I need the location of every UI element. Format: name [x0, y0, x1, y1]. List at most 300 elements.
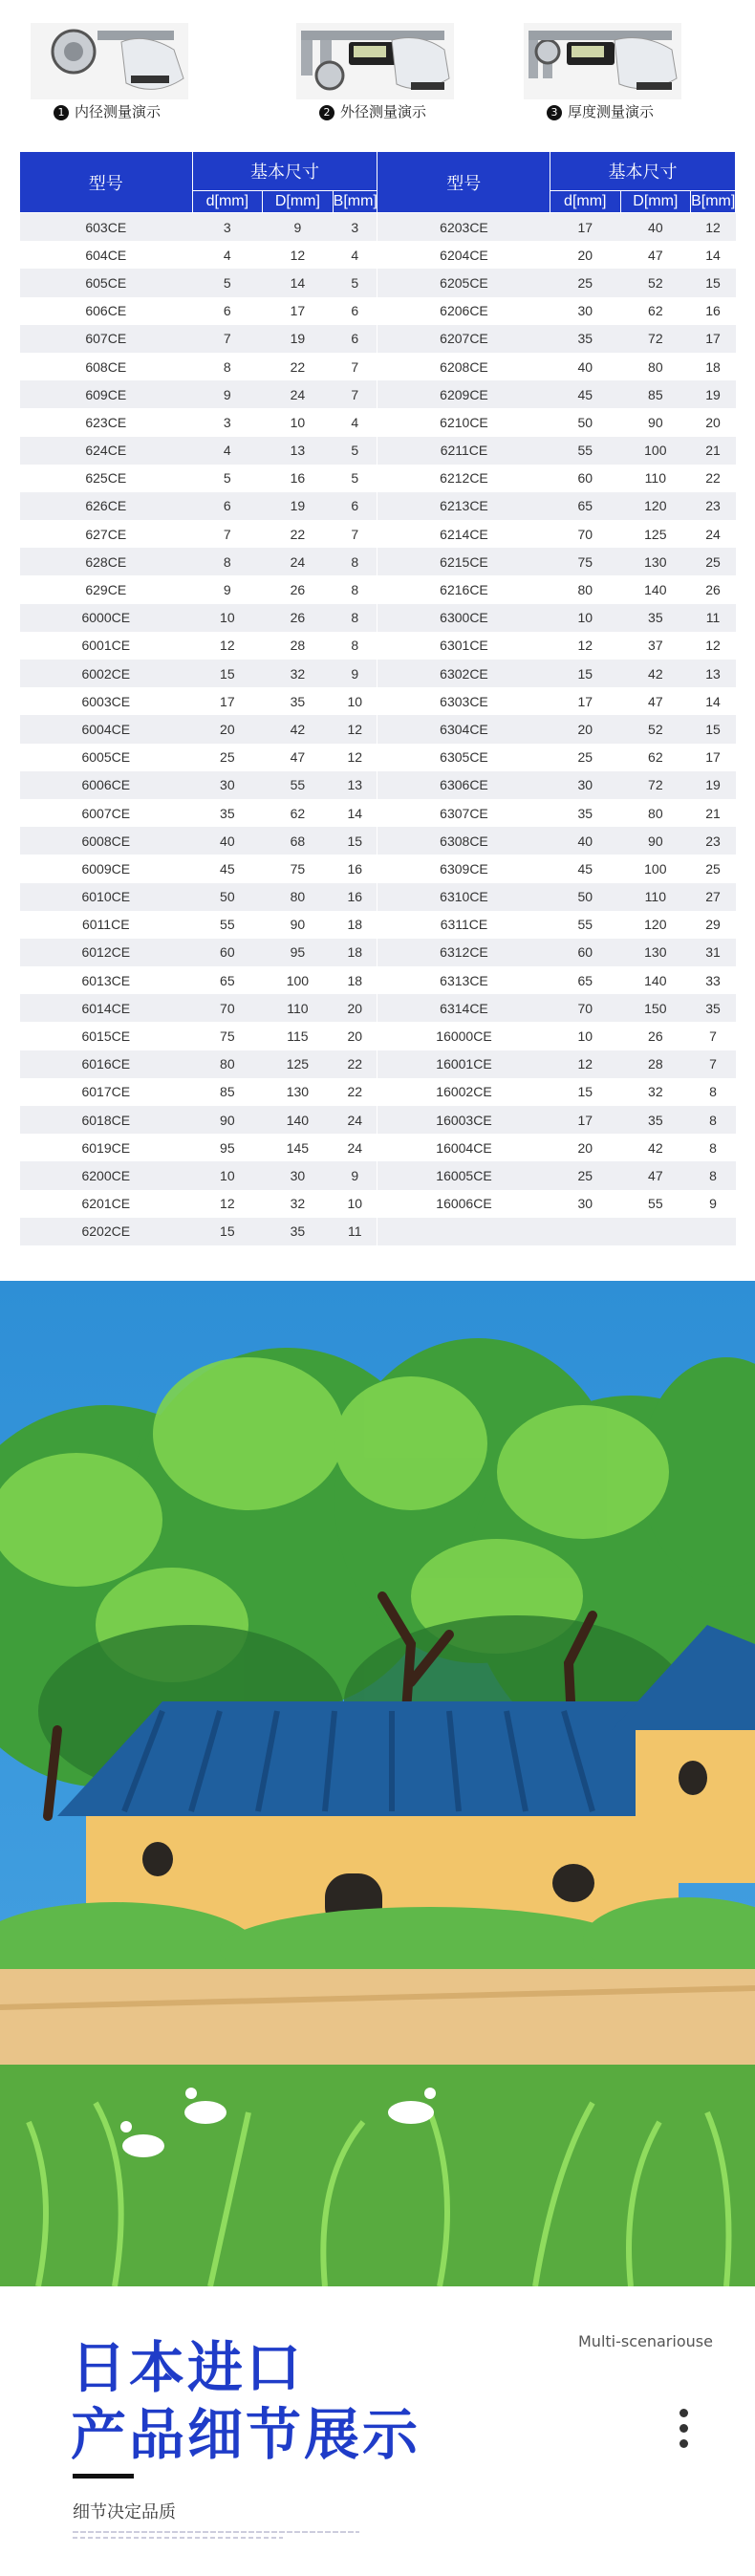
model-cell	[378, 1218, 550, 1245]
size-cell: 47	[263, 744, 334, 771]
model-cell: 6305CE	[378, 744, 550, 771]
size-cell: 25	[691, 548, 736, 575]
size-cell: 55	[550, 437, 621, 465]
model-column-header: 型号	[378, 152, 550, 213]
size-cell: 20	[550, 241, 621, 269]
size-cell: 47	[620, 1161, 691, 1189]
size-cell: 7	[192, 520, 263, 548]
size-cell: 65	[550, 966, 621, 994]
size-cell: 22	[691, 465, 736, 492]
table-row	[20, 771, 736, 799]
size-cell: 55	[192, 911, 263, 939]
size-cell: 15	[192, 1218, 263, 1245]
table-body	[20, 213, 736, 1245]
model-cell: 623CE	[20, 408, 193, 436]
size-cell: 30	[550, 1190, 621, 1218]
size-cell: 14	[691, 241, 736, 269]
size-cell: 47	[620, 687, 691, 715]
size-cell: 12	[691, 213, 736, 242]
table-row	[20, 1050, 736, 1078]
size-cell: 80	[263, 883, 334, 911]
model-cell: 6016CE	[20, 1050, 193, 1078]
size-cell: 95	[192, 1134, 263, 1161]
model-cell: 6301CE	[378, 632, 550, 660]
size-cell: 13	[333, 771, 378, 799]
size-cell: 20	[333, 1022, 378, 1050]
demo-thickness	[505, 13, 696, 133]
size-cell: 27	[691, 883, 736, 911]
size-cell: 16	[691, 297, 736, 325]
model-cell: 16006CE	[378, 1190, 550, 1218]
size-cell: 60	[192, 939, 263, 966]
size-cell: 30	[550, 297, 621, 325]
size-cell: 17	[263, 297, 334, 325]
table-row	[20, 799, 736, 827]
size-cell: 60	[550, 939, 621, 966]
section-subtitle: 细节决定品质	[73, 2502, 176, 2522]
table-row	[20, 1134, 736, 1161]
model-cell: 6211CE	[378, 437, 550, 465]
model-cell: 6300CE	[378, 604, 550, 632]
size-cell	[620, 1218, 691, 1245]
table-row	[20, 213, 736, 242]
size-cell: 18	[691, 353, 736, 380]
table-row	[20, 744, 736, 771]
model-cell: 6311CE	[378, 911, 550, 939]
size-cell: 11	[691, 604, 736, 632]
size-cell: 130	[620, 939, 691, 966]
size-cell: 19	[691, 380, 736, 408]
size-cell: 42	[620, 660, 691, 687]
size-cell: 6	[333, 297, 378, 325]
size-cell: 8	[192, 353, 263, 380]
size-cell: 42	[620, 1134, 691, 1161]
size-cell: 4	[192, 241, 263, 269]
model-cell: 6000CE	[20, 604, 193, 632]
table-row	[20, 827, 736, 855]
width-header: B[mm]	[333, 191, 378, 213]
divider-bar	[73, 2474, 134, 2479]
size-cell: 19	[263, 325, 334, 353]
caliper-hand-photo-outer	[296, 23, 454, 99]
table-row	[20, 465, 736, 492]
size-cell: 21	[691, 437, 736, 465]
size-cell: 3	[192, 213, 263, 242]
measurement-demo-strip	[0, 0, 755, 139]
table-row	[20, 325, 736, 353]
model-cell: 6209CE	[378, 380, 550, 408]
size-cell: 12	[691, 632, 736, 660]
size-cell: 8	[333, 632, 378, 660]
model-cell: 16004CE	[378, 1134, 550, 1161]
model-cell: 6019CE	[20, 1134, 193, 1161]
demo-inner-diameter	[11, 13, 203, 133]
size-cell: 45	[550, 380, 621, 408]
size-cell: 7	[333, 353, 378, 380]
size-cell: 6	[192, 297, 263, 325]
table-row	[20, 660, 736, 687]
size-cell: 24	[333, 1134, 378, 1161]
size-cell: 13	[263, 437, 334, 465]
size-cell: 15	[691, 269, 736, 296]
size-cell: 26	[263, 575, 334, 603]
size-cell: 13	[691, 660, 736, 687]
model-cell: 6207CE	[378, 325, 550, 353]
size-cell: 17	[550, 687, 621, 715]
model-cell: 624CE	[20, 437, 193, 465]
size-cell: 70	[550, 994, 621, 1022]
size-cell: 25	[550, 744, 621, 771]
size-cell: 85	[192, 1078, 263, 1106]
table-row	[20, 437, 736, 465]
size-cell: 24	[691, 520, 736, 548]
size-cell: 7	[691, 1022, 736, 1050]
table-row	[20, 1218, 736, 1245]
size-cell: 15	[333, 827, 378, 855]
size-cell: 62	[620, 297, 691, 325]
size-cell: 4	[192, 437, 263, 465]
size-cell: 130	[620, 548, 691, 575]
size-cell: 5	[333, 269, 378, 296]
size-cell: 8	[691, 1161, 736, 1189]
model-cell: 625CE	[20, 465, 193, 492]
model-cell: 6309CE	[378, 855, 550, 882]
size-cell: 26	[691, 575, 736, 603]
model-cell: 6215CE	[378, 548, 550, 575]
size-cell: 7	[691, 1050, 736, 1078]
size-cell: 20	[550, 1134, 621, 1161]
size-cell: 80	[620, 799, 691, 827]
size-cell: 6	[333, 492, 378, 520]
model-cell: 6308CE	[378, 827, 550, 855]
size-cell: 40	[620, 213, 691, 242]
size-cell: 31	[691, 939, 736, 966]
size-cell: 90	[620, 408, 691, 436]
size-cell: 12	[550, 632, 621, 660]
size-cell: 40	[550, 827, 621, 855]
size-cell: 150	[620, 994, 691, 1022]
size-cell: 29	[691, 911, 736, 939]
size-cell: 12	[333, 715, 378, 743]
inner-diameter-header: d[mm]	[550, 191, 621, 213]
model-cell: 607CE	[20, 325, 193, 353]
width-header: B[mm]	[691, 191, 736, 213]
size-cell: 26	[620, 1022, 691, 1050]
model-cell: 629CE	[20, 575, 193, 603]
model-cell: 16002CE	[378, 1078, 550, 1106]
table-row	[20, 1161, 736, 1189]
size-cell: 7	[333, 380, 378, 408]
model-cell: 16005CE	[378, 1161, 550, 1189]
house-left	[57, 1701, 688, 1931]
model-cell: 6201CE	[20, 1190, 193, 1218]
size-cell: 24	[333, 1106, 378, 1134]
table-row	[20, 520, 736, 548]
size-cell: 80	[620, 353, 691, 380]
size-cell: 42	[263, 715, 334, 743]
model-cell: 6006CE	[20, 771, 193, 799]
countryside-painting	[0, 1281, 755, 2286]
bearing-size-table	[19, 151, 736, 1245]
size-cell: 12	[192, 632, 263, 660]
size-cell: 8	[333, 548, 378, 575]
size-cell: 12	[263, 241, 334, 269]
size-cell: 10	[333, 1190, 378, 1218]
size-cell: 35	[691, 994, 736, 1022]
size-cell: 22	[333, 1078, 378, 1106]
size-cell: 18	[333, 966, 378, 994]
size-cell: 9	[192, 575, 263, 603]
model-cell: 6307CE	[378, 799, 550, 827]
size-cell: 25	[691, 855, 736, 882]
size-cell: 50	[550, 883, 621, 911]
size-cell: 9	[333, 1161, 378, 1189]
size-cell: 15	[192, 660, 263, 687]
size-cell: 75	[192, 1022, 263, 1050]
size-cell: 37	[620, 632, 691, 660]
size-cell: 75	[263, 855, 334, 882]
model-cell: 6007CE	[20, 799, 193, 827]
spec-table	[19, 151, 736, 1245]
size-cell: 55	[620, 1190, 691, 1218]
model-cell: 603CE	[20, 213, 193, 242]
size-cell: 25	[192, 744, 263, 771]
demo-caption: 2 外径测量演示	[277, 101, 468, 121]
table-row	[20, 269, 736, 296]
size-cell: 8	[333, 575, 378, 603]
size-cell: 10	[263, 408, 334, 436]
size-cell: 45	[550, 855, 621, 882]
size-cell: 7	[192, 325, 263, 353]
size-cell: 110	[263, 994, 334, 1022]
size-cell: 17	[192, 687, 263, 715]
model-cell: 6304CE	[378, 715, 550, 743]
size-cell: 17	[550, 1106, 621, 1134]
table-row	[20, 1022, 736, 1050]
size-cell: 52	[620, 715, 691, 743]
model-cell: 605CE	[20, 269, 193, 296]
demo-caption: 1 内径测量演示	[11, 101, 203, 121]
model-cell: 608CE	[20, 353, 193, 380]
inner-diameter-header: d[mm]	[192, 191, 263, 213]
size-cell: 15	[550, 1078, 621, 1106]
size-cell: 80	[550, 575, 621, 603]
size-cell: 52	[620, 269, 691, 296]
size-cell: 10	[192, 604, 263, 632]
model-cell: 6008CE	[20, 827, 193, 855]
size-cell: 72	[620, 771, 691, 799]
size-cell: 90	[263, 911, 334, 939]
model-cell: 606CE	[20, 297, 193, 325]
size-cell: 5	[192, 269, 263, 296]
model-cell: 626CE	[20, 492, 193, 520]
size-cell: 35	[550, 325, 621, 353]
outer-diameter-header: D[mm]	[263, 191, 334, 213]
caliper-hand-photo-thickness	[524, 23, 681, 99]
size-cell: 16	[333, 855, 378, 882]
size-cell: 9	[263, 213, 334, 242]
size-cell: 4	[333, 241, 378, 269]
size-cell: 8	[691, 1106, 736, 1134]
size-cell: 35	[263, 1218, 334, 1245]
size-cell: 115	[263, 1022, 334, 1050]
demo-outer-diameter	[277, 13, 468, 133]
size-cell: 16	[333, 883, 378, 911]
table-row	[20, 994, 736, 1022]
table-row	[20, 575, 736, 603]
size-cell: 35	[620, 604, 691, 632]
size-cell: 110	[620, 465, 691, 492]
size-cell: 120	[620, 492, 691, 520]
size-cell: 24	[263, 548, 334, 575]
size-cell: 6	[333, 325, 378, 353]
size-cell: 40	[192, 827, 263, 855]
model-column-header: 型号	[20, 152, 193, 213]
size-cell: 10	[550, 604, 621, 632]
size-cell: 125	[263, 1050, 334, 1078]
size-cell: 35	[192, 799, 263, 827]
size-cell: 10	[192, 1161, 263, 1189]
model-cell: 16003CE	[378, 1106, 550, 1134]
size-cell: 32	[620, 1078, 691, 1106]
size-cell: 70	[192, 994, 263, 1022]
size-cell: 55	[550, 911, 621, 939]
model-cell: 6011CE	[20, 911, 193, 939]
size-cell: 145	[263, 1134, 334, 1161]
model-cell: 6213CE	[378, 492, 550, 520]
size-cell: 20	[691, 408, 736, 436]
size-cell: 10	[550, 1022, 621, 1050]
model-cell: 6002CE	[20, 660, 193, 687]
table-row	[20, 911, 736, 939]
model-cell: 6013CE	[20, 966, 193, 994]
model-cell: 6302CE	[378, 660, 550, 687]
size-cell: 5	[333, 465, 378, 492]
size-cell: 90	[620, 827, 691, 855]
model-cell: 6313CE	[378, 966, 550, 994]
size-cell: 8	[192, 548, 263, 575]
step-number: 2	[319, 105, 334, 120]
size-cell: 25	[550, 269, 621, 296]
caliper-hand-photo-inner	[31, 23, 188, 99]
table-row	[20, 632, 736, 660]
size-cell: 9	[691, 1190, 736, 1218]
size-cell: 35	[620, 1106, 691, 1134]
model-cell: 6204CE	[378, 241, 550, 269]
table-row	[20, 1190, 736, 1218]
size-cell: 85	[620, 380, 691, 408]
model-cell: 604CE	[20, 241, 193, 269]
model-cell: 6214CE	[378, 520, 550, 548]
size-cell: 17	[691, 744, 736, 771]
model-cell: 628CE	[20, 548, 193, 575]
model-cell: 6014CE	[20, 994, 193, 1022]
size-column-header: 基本尺寸	[550, 152, 736, 191]
size-cell: 140	[620, 966, 691, 994]
size-cell: 100	[263, 966, 334, 994]
decorative-fine-text	[73, 2537, 283, 2539]
model-cell: 6208CE	[378, 353, 550, 380]
table-row	[20, 353, 736, 380]
size-cell: 9	[192, 380, 263, 408]
size-cell: 33	[691, 966, 736, 994]
model-cell: 6009CE	[20, 855, 193, 882]
size-cell: 40	[550, 353, 621, 380]
table-header	[20, 152, 736, 213]
size-cell: 50	[192, 883, 263, 911]
english-caption: Multi-scenariouse	[578, 2332, 713, 2350]
size-cell: 17	[550, 213, 621, 242]
size-cell: 72	[620, 325, 691, 353]
size-cell: 70	[550, 520, 621, 548]
outer-diameter-header: D[mm]	[620, 191, 691, 213]
size-cell: 20	[550, 715, 621, 743]
size-cell	[691, 1218, 736, 1245]
size-cell: 19	[691, 771, 736, 799]
size-cell: 35	[550, 799, 621, 827]
size-cell: 15	[550, 660, 621, 687]
size-cell: 23	[691, 492, 736, 520]
size-cell: 95	[263, 939, 334, 966]
size-cell: 45	[192, 855, 263, 882]
decorative-fine-text	[73, 2531, 359, 2533]
size-cell: 10	[333, 687, 378, 715]
model-cell: 6202CE	[20, 1218, 193, 1245]
size-cell: 9	[333, 660, 378, 687]
size-cell: 18	[333, 939, 378, 966]
size-cell: 8	[691, 1078, 736, 1106]
model-cell: 6203CE	[378, 213, 550, 242]
size-cell: 62	[263, 799, 334, 827]
size-cell: 130	[263, 1078, 334, 1106]
model-cell: 6310CE	[378, 883, 550, 911]
table-row	[20, 548, 736, 575]
size-cell: 140	[620, 575, 691, 603]
table-row	[20, 380, 736, 408]
size-cell: 32	[263, 1190, 334, 1218]
model-cell: 609CE	[20, 380, 193, 408]
product-detail-section	[0, 2286, 755, 2576]
size-cell: 90	[192, 1106, 263, 1134]
model-cell: 6216CE	[378, 575, 550, 603]
table-row	[20, 687, 736, 715]
size-cell: 3	[192, 408, 263, 436]
size-cell: 80	[192, 1050, 263, 1078]
model-cell: 6005CE	[20, 744, 193, 771]
table-row	[20, 855, 736, 882]
size-cell: 68	[263, 827, 334, 855]
size-cell: 8	[333, 604, 378, 632]
size-cell: 7	[333, 520, 378, 548]
table-row	[20, 492, 736, 520]
size-cell: 12	[550, 1050, 621, 1078]
size-cell: 50	[550, 408, 621, 436]
model-cell: 6015CE	[20, 1022, 193, 1050]
size-cell: 32	[263, 660, 334, 687]
size-cell: 140	[263, 1106, 334, 1134]
size-cell: 5	[192, 465, 263, 492]
size-cell: 25	[550, 1161, 621, 1189]
size-cell: 55	[263, 771, 334, 799]
size-cell: 11	[333, 1218, 378, 1245]
size-cell	[550, 1218, 621, 1245]
size-cell: 20	[333, 994, 378, 1022]
size-cell: 100	[620, 855, 691, 882]
size-cell: 35	[263, 687, 334, 715]
table-row	[20, 715, 736, 743]
size-cell: 23	[691, 827, 736, 855]
step-number: 3	[547, 105, 562, 120]
